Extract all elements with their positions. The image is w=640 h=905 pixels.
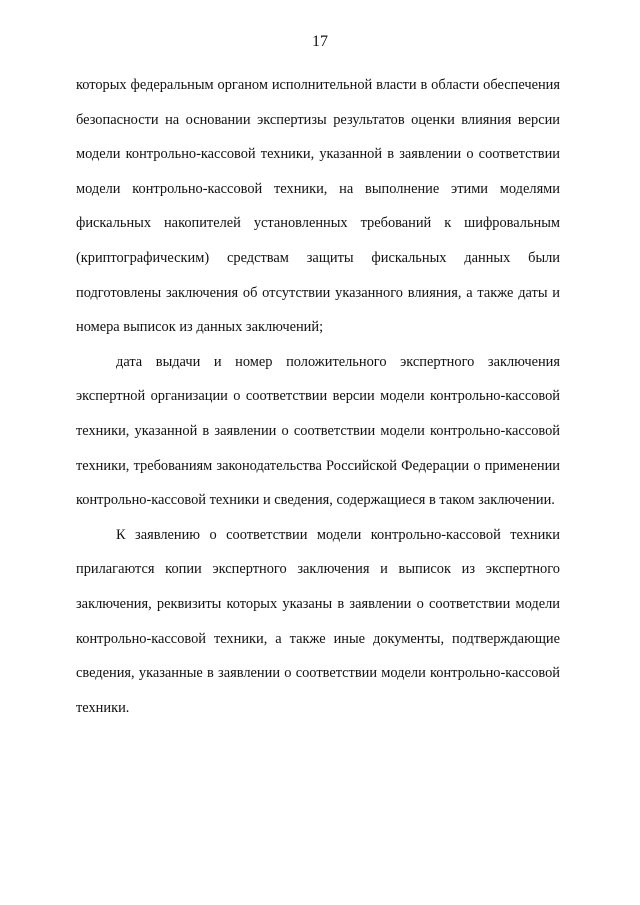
paragraph-continuation: которых федеральным органом исполнительной власти в области обеспечения безопасности на основании экспертизы результатов оценки влияния версии модели контрольно-кассовой техники, указанной в заявлении о соответствии модели контрольно-кассовой техники, на выполнение этими моделями фискальных накопителей установленных требований к шифровальным (криптографическим) средствам защиты фискальных данных были подготовлены заключения об отсутствии указанного влияния, а также даты и номера выписок из данных заключений;	[76, 77, 560, 336]
page-number: 17	[312, 33, 328, 50]
paragraph-expert-conclusion: дата выдачи и номер положительного экспертного заключения экспертной организации о соответствии версии модели контрольно-кассовой техники, указанной в заявлении о соответствии модели контрольно-кассовой техники, требованиям законодательства Российской Федерации о применении контрольно-кассовой техники и сведения, содержащиеся в таком заключении.	[76, 353, 560, 509]
document-body	[76, 68, 560, 725]
paragraph-attachments: К заявлению о соответствии модели контрольно-кассовой техники прилагаются копии экспертного заключения и выписок из экспертного заключения, реквизиты которых указаны в заявлении о соответствии модели контрольно-кассовой техники, а также иные документы, подтверждающие сведения, указанные в заявлении о соответствии модели контрольно-кассовой техники.	[76, 526, 560, 716]
